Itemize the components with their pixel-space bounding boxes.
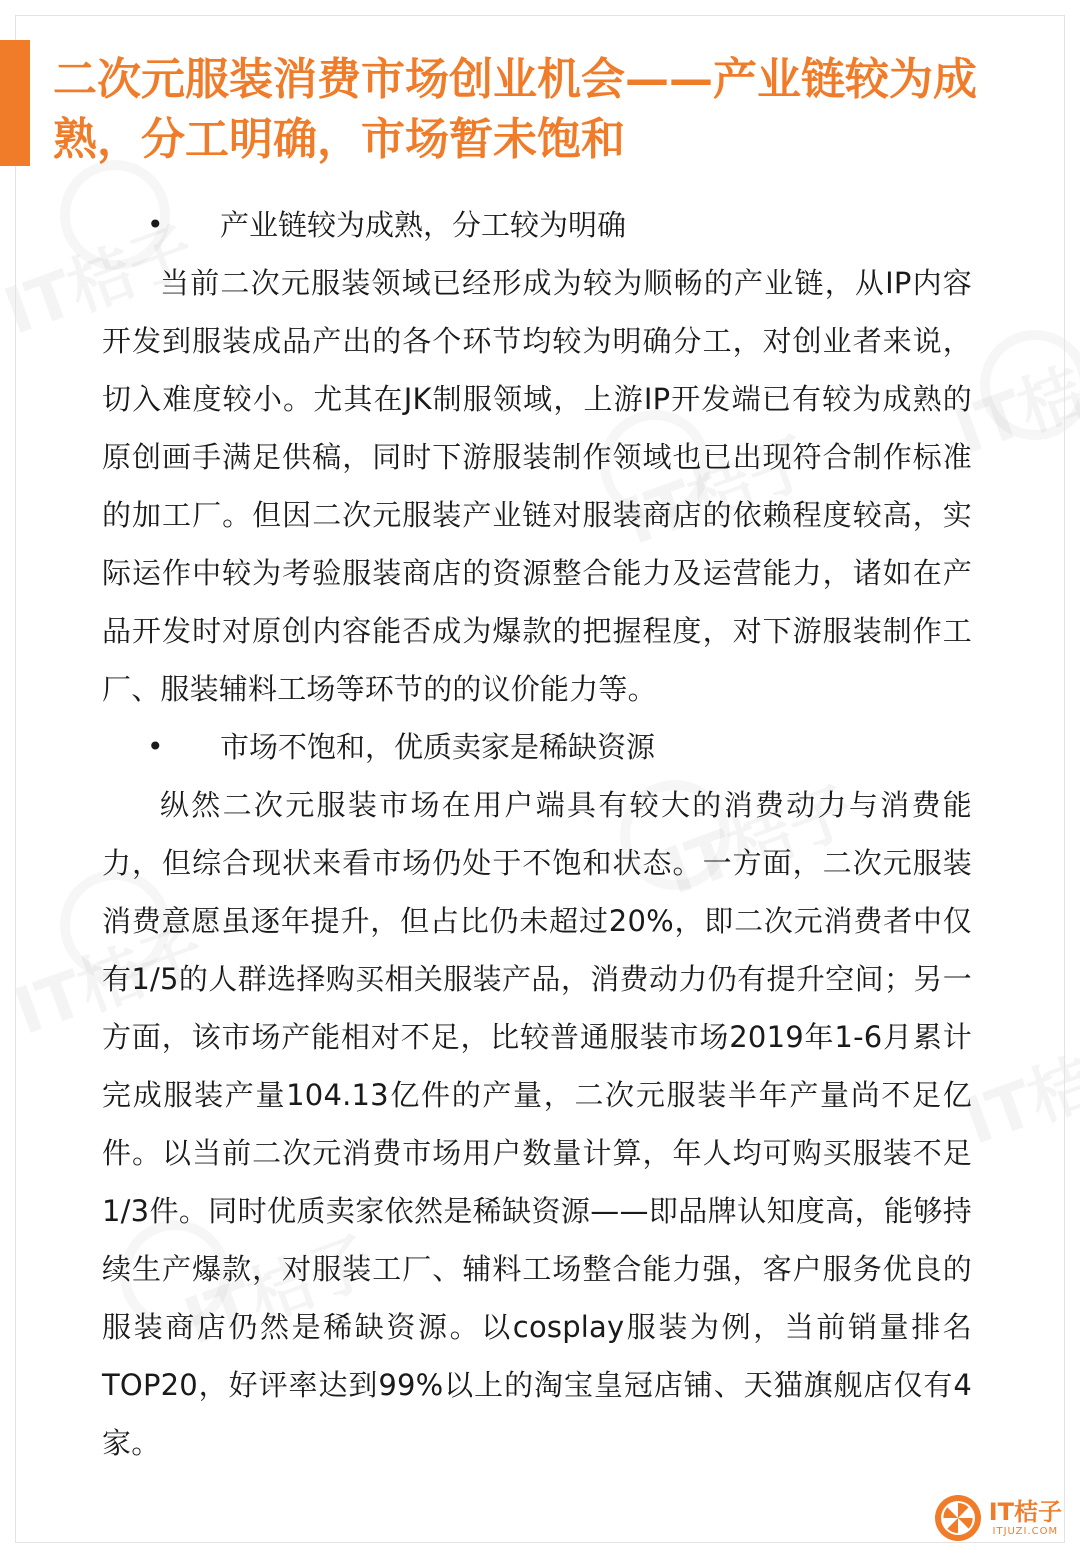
section-heading-text: 市场不饱和，优质卖家是稀缺资源 [220, 730, 656, 764]
title-accent-bar [0, 40, 30, 166]
logo-name: IT桔子 [988, 1498, 1062, 1526]
page-title: 二次元服装消费市场创业机会——产业链较为成熟，分工明确，市场暂未饱和 [53, 54, 977, 165]
logo-url: ITJUZI.COM [992, 1526, 1059, 1537]
section-heading [102, 718, 972, 776]
bullet-icon: • [147, 208, 164, 241]
orange-slice-icon [933, 1493, 983, 1543]
section-heading-text: 产业链较为成熟，分工较为明确 [220, 208, 627, 242]
section-heading [102, 196, 972, 254]
section-paragraph: 纵然二次元服装市场在用户端具有较大的消费动力与消费能力，但综合现状来看市场仍处于不饱和状态。一方面，二次元服装消费意愿虽逐年提升，但占比仍未超过20%，即二次元消费者中仅有1/5的人群选择购买相关服装产品，消费动力仍有提升空间；另一方面，该市场产能相对不足，比较普通服装市场2019年1-6月累计完成服装产量104.13亿件的产量，二次元服装半年产量尚不足亿件。以当前二次元消费市场用户数量计算，年人均可购买服装不足1/3件。同时优质卖家依然是稀缺资源——即品牌认知度高，能够持续生产爆款，对服装工厂、辅料工场整合能力强，客户服务优良的服装商店仍然是稀缺资源。以cosplay服装为例，当前销量排名TOP20，好评率达到99%以上的淘宝皇冠店铺、天猫旗舰店仅有4家。 [102, 788, 972, 1460]
bullet-icon: • [147, 730, 164, 763]
section-paragraph: 当前二次元服装领域已经形成为较为顺畅的产业链，从IP内容开发到服装成品产出的各个环节均较为明确分工，对创业者来说，切入难度较小。尤其在JK制服领域，上游IP开发端已有较为成熟的原创画手满足供稿，同时下游服装制作领域也已出现符合制作标准的加工厂。但因二次元服装产业链对服装商店的依赖程度较高，实际运作中较为考验服装商店的资源整合能力及运营能力，诸如在产品开发时对原创内容能否成为爆款的把握程度，对下游服装制作工厂、服装辅料工场等环节的的议价能力等。 [102, 266, 972, 706]
brand-logo [933, 1493, 1062, 1543]
article-body [102, 196, 972, 1472]
